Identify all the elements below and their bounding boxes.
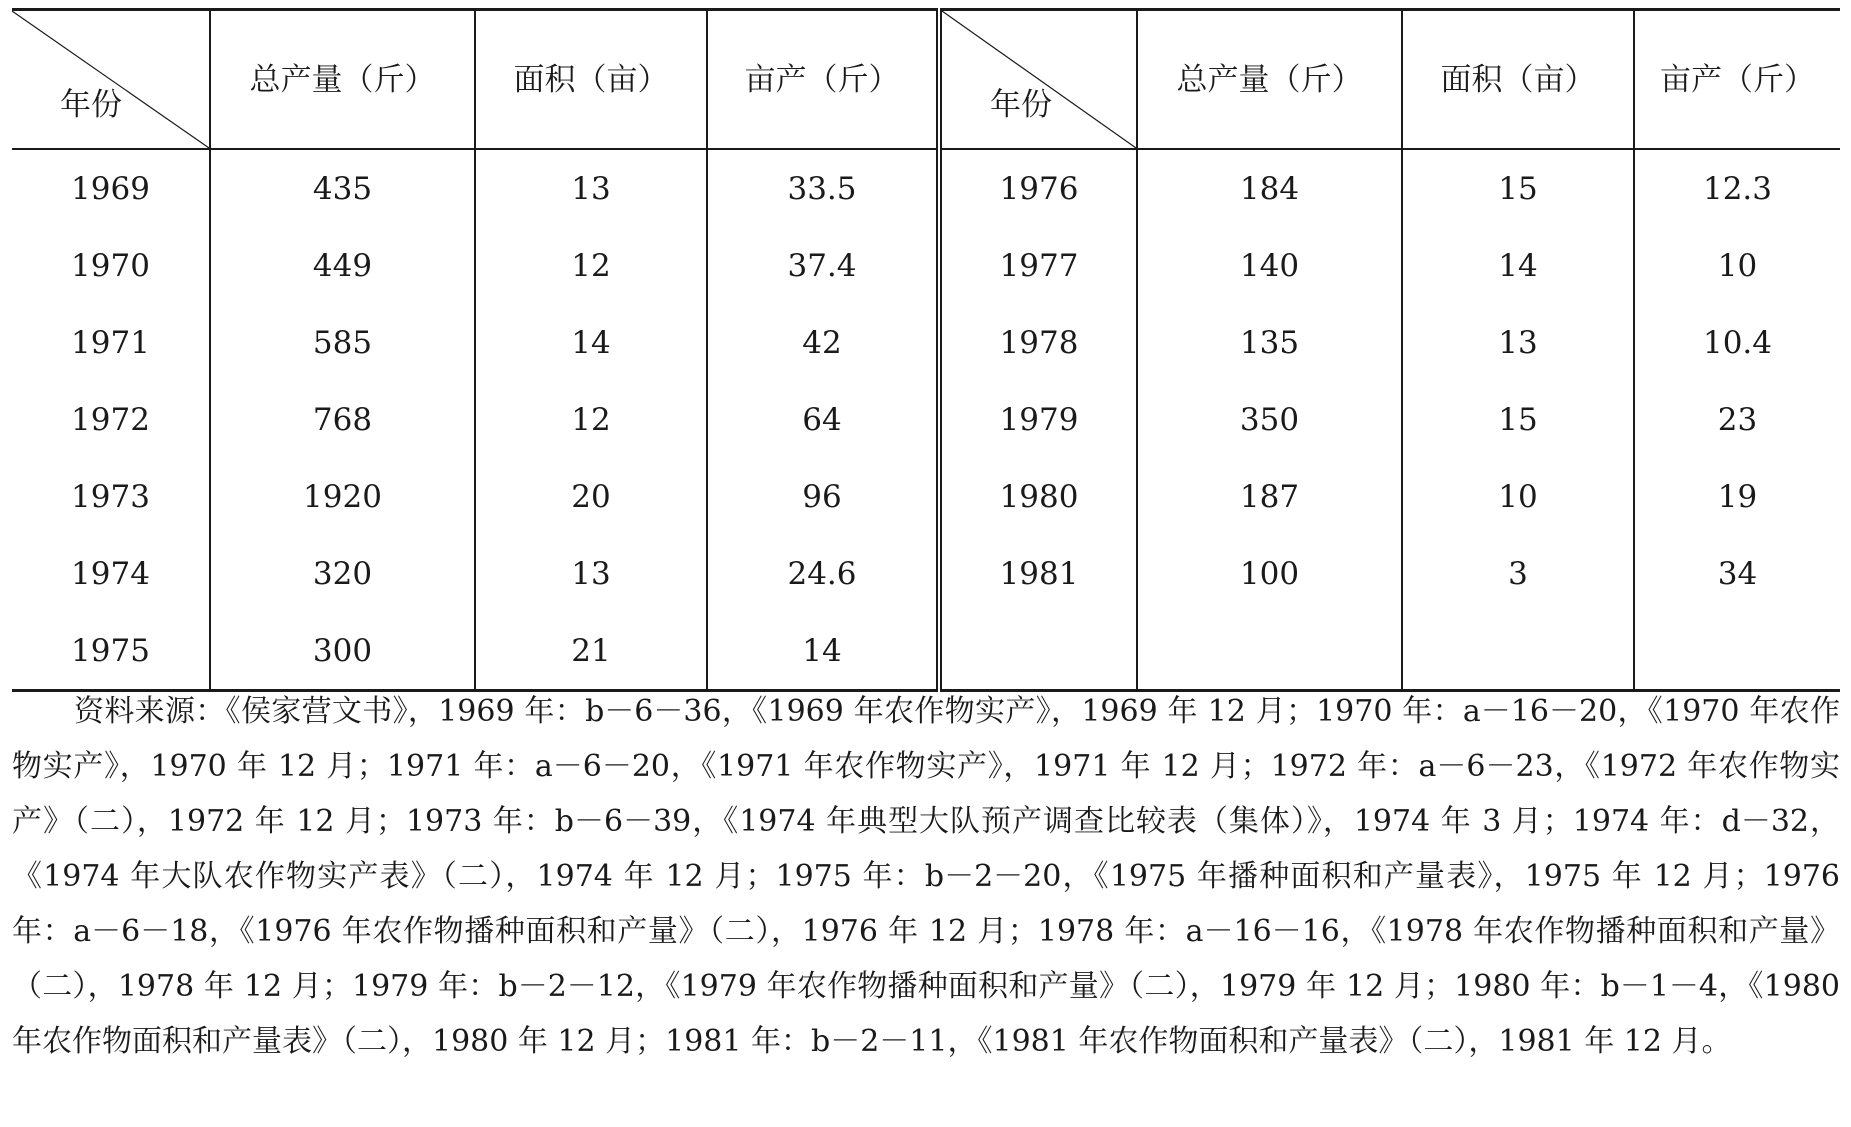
area-cell: 3: [1402, 535, 1634, 612]
area-cell: 21: [475, 612, 707, 691]
total-cell: 100: [1137, 535, 1402, 612]
total-cell: 350: [1137, 381, 1402, 458]
area-cell: 13: [475, 149, 707, 227]
yield-cell: 19: [1634, 458, 1840, 535]
table-row: [12, 612, 1840, 691]
area-cell: 13: [475, 535, 707, 612]
total-cell: 300: [210, 612, 475, 691]
year-cell: 1969: [71, 170, 150, 207]
year-cell: 1981: [939, 535, 1137, 612]
header-year-left: [12, 10, 210, 150]
year-cell: 1979: [939, 381, 1137, 458]
total-cell: 449: [210, 227, 475, 304]
yield-cell: 33.5: [707, 149, 939, 227]
table-row: [12, 227, 1840, 304]
table-row: [12, 304, 1840, 381]
year-cell: 1972: [71, 401, 150, 438]
table-row: [12, 458, 1840, 535]
area-cell: 15: [1402, 149, 1634, 227]
year-cell: 1978: [939, 304, 1137, 381]
table-header-row: [12, 10, 1840, 150]
yield-cell: 12.3: [1634, 149, 1840, 227]
total-cell: 184: [1137, 149, 1402, 227]
yield-cell: 37.4: [707, 227, 939, 304]
header-yield-right: 亩产（斤）: [1634, 10, 1840, 150]
total-cell: 435: [210, 149, 475, 227]
total-cell: 320: [210, 535, 475, 612]
yield-cell: 42: [707, 304, 939, 381]
total-cell: 140: [1137, 227, 1402, 304]
area-cell: 12: [475, 381, 707, 458]
area-cell: [1402, 612, 1634, 691]
total-cell: [1137, 612, 1402, 691]
total-cell: 768: [210, 381, 475, 458]
yield-cell: 64: [707, 381, 939, 458]
area-cell: 13: [1402, 304, 1634, 381]
total-cell: 187: [1137, 458, 1402, 535]
table-row: [12, 149, 1840, 227]
area-cell: 14: [1402, 227, 1634, 304]
yield-cell: [1634, 612, 1840, 691]
year-cell: 1975: [12, 612, 210, 691]
table-row: [12, 535, 1840, 612]
year-cell: 1970: [71, 247, 150, 284]
header-area-right: 面积（亩）: [1402, 10, 1634, 150]
year-cell: 1973: [71, 478, 150, 515]
yield-cell: 10.4: [1634, 304, 1840, 381]
area-cell: 14: [475, 304, 707, 381]
header-total-right: 总产量（斤）: [1137, 10, 1402, 150]
area-cell: 20: [475, 458, 707, 535]
year-cell: [939, 612, 1137, 691]
source-note: 资料来源：《侯家营文书》，1969 年：b－6－36，《1969 年农作物实产》，1969 年 12 月；1970 年：a－16－20，《1970 年农作物实产》，1970 年 12 月；1971 年：a－6－20，《1971 年农作物实产》，1971 年 12 月；1972 年：a－6－23，《1972 年农作物实产》（二），1972 年 12 月；1973 年：b－6－39，《1974 年典型大队预产调查比较表（集体）》，1974 年 3 月；1974 年：d－32，《1974 年大队农作物实产表》（二），1974 年 12 月；1975 年：b－2－20，《1975 年播种面积和产量表》，1975 年 12 月；1976 年：a－6－18，《1976 年农作物播种面积和产量》（二），1976 年 12 月；1978 年：a－16－16，《1978 年农作物播种面积和产量》（二），1978 年 12 月；1979 年：b－2－12，《1979 年农作物播种面积和产量》（二），1979 年 12 月；1980 年：b－1－4，《1980 年农作物面积和产量表》（二），1980 年 12 月；1981 年：b－2－11，《1981 年农作物面积和产量表》（二），1981 年 12 月。: [12, 694, 1840, 1059]
yield-cell: 23: [1634, 381, 1840, 458]
yield-cell: 24.6: [707, 535, 939, 612]
header-year-right: [939, 10, 1137, 150]
yield-cell: 96: [707, 458, 939, 535]
total-cell: 585: [210, 304, 475, 381]
header-area-left: 面积（亩）: [475, 10, 707, 150]
header-year-label: 年份: [60, 87, 122, 123]
yield-cell: 14: [707, 612, 939, 691]
header-total-left: 总产量（斤）: [210, 10, 475, 150]
year-cell: 1980: [939, 458, 1137, 535]
year-cell: 1977: [939, 227, 1137, 304]
yield-cell: 34: [1634, 535, 1840, 612]
area-cell: 12: [475, 227, 707, 304]
total-cell: 1920: [210, 458, 475, 535]
table-row: [12, 381, 1840, 458]
total-cell: 135: [1137, 304, 1402, 381]
year-cell: 1976: [939, 149, 1137, 227]
header-year-label: 年份: [990, 87, 1052, 123]
area-cell: 15: [1402, 381, 1634, 458]
area-cell: 10: [1402, 458, 1634, 535]
yield-table: [12, 8, 1840, 692]
yield-cell: 10: [1634, 227, 1840, 304]
year-cell: 1974: [71, 555, 150, 592]
year-cell: 1971: [71, 324, 150, 361]
header-yield-left: 亩产（斤）: [707, 10, 939, 150]
